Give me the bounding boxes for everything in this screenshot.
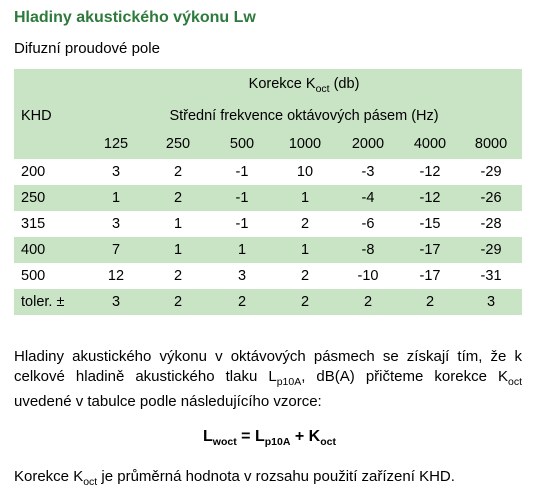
table-row (14, 289, 522, 315)
value-cell: 3 (86, 211, 146, 237)
value-cell: 2 (146, 263, 210, 289)
value-cell: 12 (86, 263, 146, 289)
value-cell: 3 (210, 263, 274, 289)
value-cell: -1 (210, 211, 274, 237)
value-cell: 3 (86, 289, 146, 315)
frequency-header: Střední frekvence oktávových pásem (Hz) (86, 102, 522, 129)
value-cell: 7 (86, 237, 146, 263)
frequency-cell: 8000 (460, 129, 522, 159)
footnote: Korekce $K_{oct}$ je průměrná hodnota v rozsahu použití zařízení KHD. (14, 468, 455, 488)
page-subtitle: Difuzní proudové pole (14, 40, 160, 57)
value-cell: -29 (460, 237, 522, 263)
table-row (14, 185, 522, 211)
row-label: 400 (14, 237, 86, 263)
value-cell: -31 (460, 263, 522, 289)
value-cell: -6 (336, 211, 400, 237)
value-cell: 1 (274, 237, 336, 263)
value-cell: 1 (86, 185, 146, 211)
value-cell: -12 (400, 159, 460, 185)
value-cell: -17 (400, 263, 460, 289)
value-cell: 2 (274, 211, 336, 237)
value-cell: -28 (460, 211, 522, 237)
table-row (14, 263, 522, 289)
value-cell: 2 (210, 289, 274, 315)
value-cell: -12 (400, 185, 460, 211)
value-cell: -4 (336, 185, 400, 211)
value-cell: 1 (274, 185, 336, 211)
value-cell: -8 (336, 237, 400, 263)
value-cell: 2 (274, 289, 336, 315)
value-cell: 2 (146, 159, 210, 185)
value-cell: -26 (460, 185, 522, 211)
frequency-row (14, 129, 522, 159)
correction-header: Korekce $K_{oct}$ (db) (86, 69, 522, 102)
table-row (14, 159, 522, 185)
value-cell: 1 (146, 237, 210, 263)
frequency-cell: 2000 (336, 129, 400, 159)
table-row (14, 211, 522, 237)
value-cell: 3 (460, 289, 522, 315)
value-cell: -1 (210, 159, 274, 185)
value-cell: -17 (400, 237, 460, 263)
row-label: 200 (14, 159, 86, 185)
value-cell: 2 (336, 289, 400, 315)
value-cell: -29 (460, 159, 522, 185)
value-cell: 2 (146, 185, 210, 211)
value-cell: 2 (400, 289, 460, 315)
value-cell: 10 (274, 159, 336, 185)
value-cell: -1 (210, 185, 274, 211)
value-cell: 1 (210, 237, 274, 263)
frequency-cell: 250 (146, 129, 210, 159)
correction-table (14, 69, 522, 315)
khd-header: KHD (14, 102, 86, 129)
value-cell: 1 (146, 211, 210, 237)
value-cell: 2 (274, 263, 336, 289)
row-label: 500 (14, 263, 86, 289)
frequency-cell: 1000 (274, 129, 336, 159)
row-label: toler. ± (14, 289, 86, 315)
row-label: 250 (14, 185, 86, 211)
page-title: Hladiny akustického výkonu Lw (14, 9, 256, 26)
explanation-paragraph: Hladiny akustického výkonu v oktávových pásmech se získají tím, že k celkové hladině akustického tlaku $L_{p10A}$, dB(A) přičteme korekce $K_{oct}$ uvedené v tabulce podle následujícího vzorce: (14, 348, 522, 410)
value-cell: 3 (86, 159, 146, 185)
table-row (14, 237, 522, 263)
value-cell: -3 (336, 159, 400, 185)
frequency-cell: 125 (86, 129, 146, 159)
row-label: 315 (14, 211, 86, 237)
formula: $L_{woct} = L_{p10A} + K_{oct}$ (203, 428, 336, 448)
header-blank (14, 69, 86, 102)
frequency-cell: 500 (210, 129, 274, 159)
value-cell: -15 (400, 211, 460, 237)
value-cell: 2 (146, 289, 210, 315)
value-cell: -10 (336, 263, 400, 289)
frequency-cell: 4000 (400, 129, 460, 159)
